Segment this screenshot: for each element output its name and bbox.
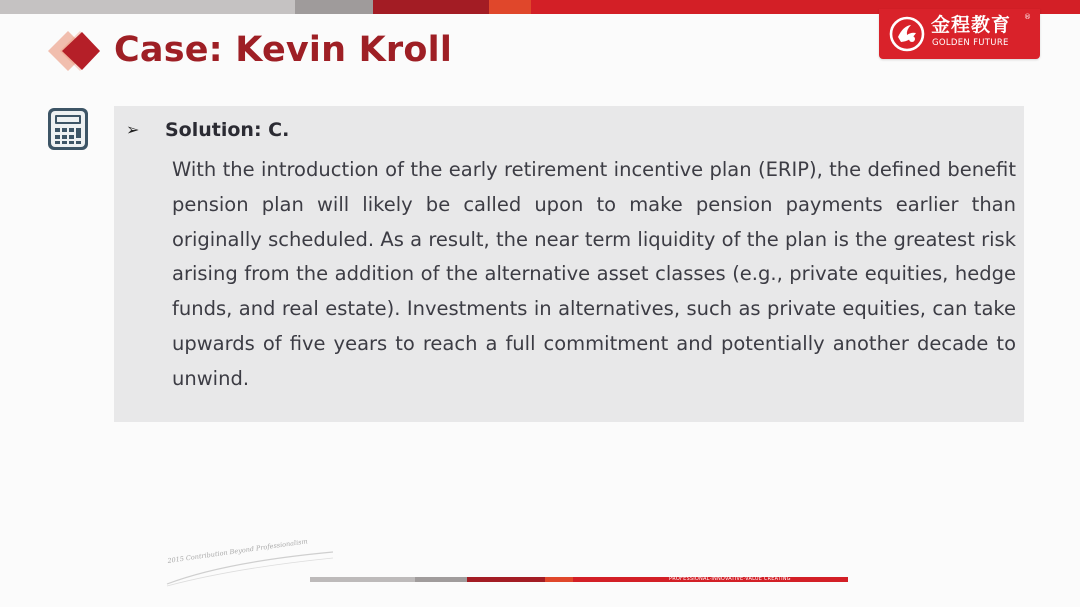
stripe-segment-dark-red (373, 0, 489, 14)
logo-english-name: GOLDEN FUTURE (932, 38, 1009, 48)
footer-bar-segment-orange (545, 577, 573, 582)
logo-chinese-name: 金程教育 (931, 14, 1012, 36)
diamond-icon (42, 26, 104, 76)
footer (165, 537, 870, 588)
stripe-segment-orange (489, 0, 531, 14)
calculator-icon (46, 106, 90, 152)
footer-bar-segment-light-gray (310, 577, 415, 582)
stripe-segment-light-gray (0, 0, 295, 14)
footer-bar-segment-gray (415, 577, 467, 582)
footer-tagline: PROFESSIONAL·INNOVATIVE·VALUE CREATING (669, 576, 791, 582)
arrow-bullet-icon: ➢ (126, 120, 140, 139)
solution-heading: Solution: C. (165, 119, 290, 141)
registered-mark: ® (1024, 13, 1031, 21)
solution-explanation: With the introduction of the early retirement incentive plan (ERIP), the defined benefit pension plan will likely be called upon to make pension payments earlier than originally scheduled. As a result, the near term liquidity of the plan is the greatest risk arising from the addition of the alternative asset classes (e.g., private equities, hedge funds, and real estate). Investments in alternatives, such as private equities, can take upwards of five years to reach a full commitment and potentially another decade to unwind. (172, 158, 1016, 390)
footer-slogan: 2015 Contribution Beyond Professionalism (167, 537, 309, 565)
logo-emblem-icon (889, 16, 925, 52)
page-title: Case: Kevin Kroll (114, 30, 453, 70)
solution-box (114, 106, 1024, 422)
golden-future-logo (879, 9, 1040, 59)
stripe-segment-gray (295, 0, 373, 14)
footer-bar-segment-dark-red (467, 577, 545, 582)
